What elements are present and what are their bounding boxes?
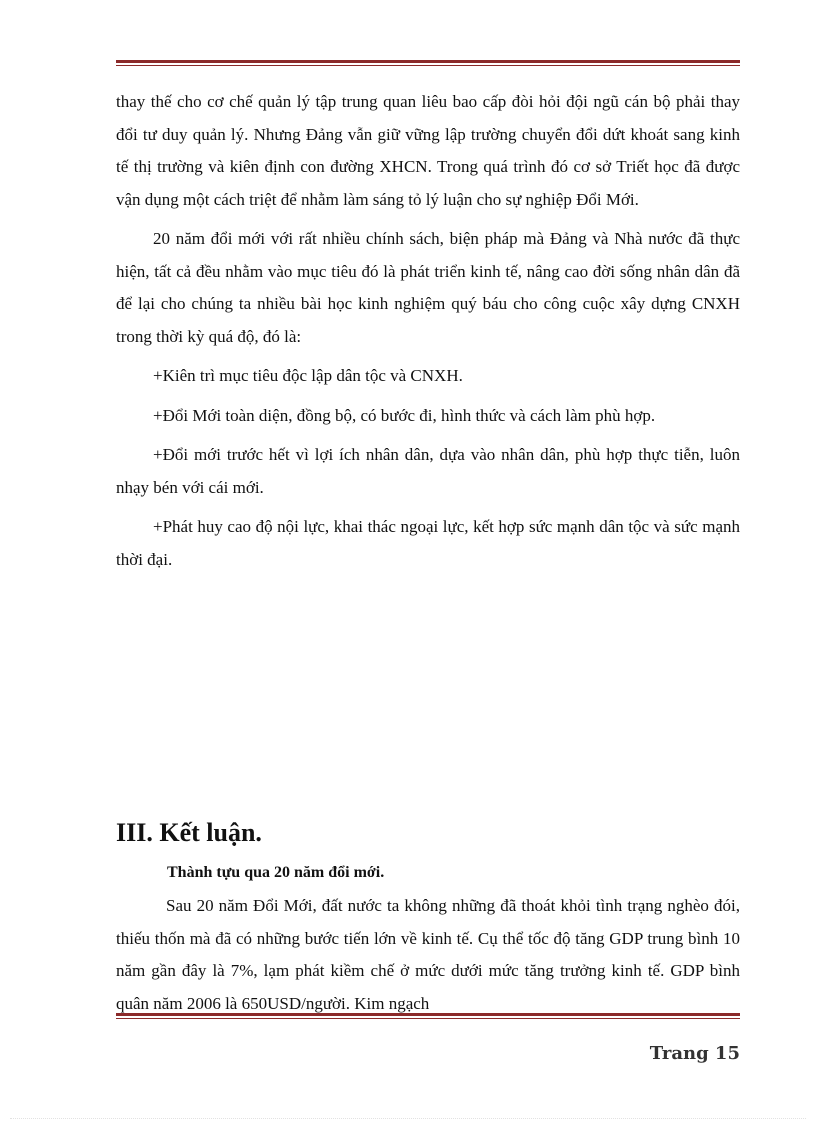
body-text — [116, 86, 740, 583]
bullet-item: +Đổi mới trước hết vì lợi ích nhân dân, dựa vào nhân dân, phù hợp thực tiễn, luôn nhạy bén với cái mới. — [116, 445, 740, 497]
page-boundary — [10, 1118, 806, 1119]
section-heading: III. Kết luận. — [116, 818, 262, 847]
section-subheading: Thành tựu qua 20 năm đổi mới. — [167, 864, 385, 881]
paragraph: thay thế cho cơ chế quản lý tập trung quan liêu bao cấp đòi hỏi đội ngũ cán bộ phải thay đổi tư duy quản lý. Nhưng Đảng vẫn giữ vững lập trường chuyển đổi dứt khoát sang kinh tế thị trường và kiên định con đường XHCN. Trong quá trình đó cơ sở Triết học đã được vận dụng một cách triệt để nhằm làm sáng tỏ lý luận cho sự nghiệp Đổi Mới. — [116, 92, 740, 209]
paragraph: Sau 20 năm Đổi Mới, đất nước ta không những đã thoát khỏi tình trạng nghèo đói, thiếu thốn mà đã có những bước tiến lớn về kinh tế. Cụ thể tốc độ tăng GDP trung bình 10 năm gần đây là 7%, lạm phát kiềm chế ở mức dưới mức tăng trưởng kinh tế. GDP bình quân năm 2006 là 650USD/người. Kim ngạch — [116, 896, 740, 1013]
bullet-item: +Phát huy cao độ nội lực, khai thác ngoại lực, kết hợp sức mạnh dân tộc và sức mạnh thời đại. — [116, 517, 740, 569]
header-rule — [116, 60, 740, 66]
page-number: Trang 15 — [649, 1043, 740, 1064]
section-body — [116, 890, 740, 1020]
paragraph: 20 năm đổi mới với rất nhiều chính sách, biện pháp mà Đảng và Nhà nước đã thực hiện, tất cả đều nhằm vào mục tiêu đó là phát triển kinh tế, nâng cao đời sống nhân dân đã để lại cho chúng ta nhiều bài học kinh nghiệm quý báu cho công cuộc xây dựng CNXH trong thời kỳ quá độ, đó là: — [116, 229, 740, 346]
footer-rule — [116, 1013, 740, 1019]
bullet-item: +Đổi Mới toàn diện, đồng bộ, có bước đi, hình thức và cách làm phù hợp. — [153, 405, 656, 425]
bullet-item: +Kiên trì mục tiêu độc lập dân tộc và CNXH. — [153, 366, 463, 385]
